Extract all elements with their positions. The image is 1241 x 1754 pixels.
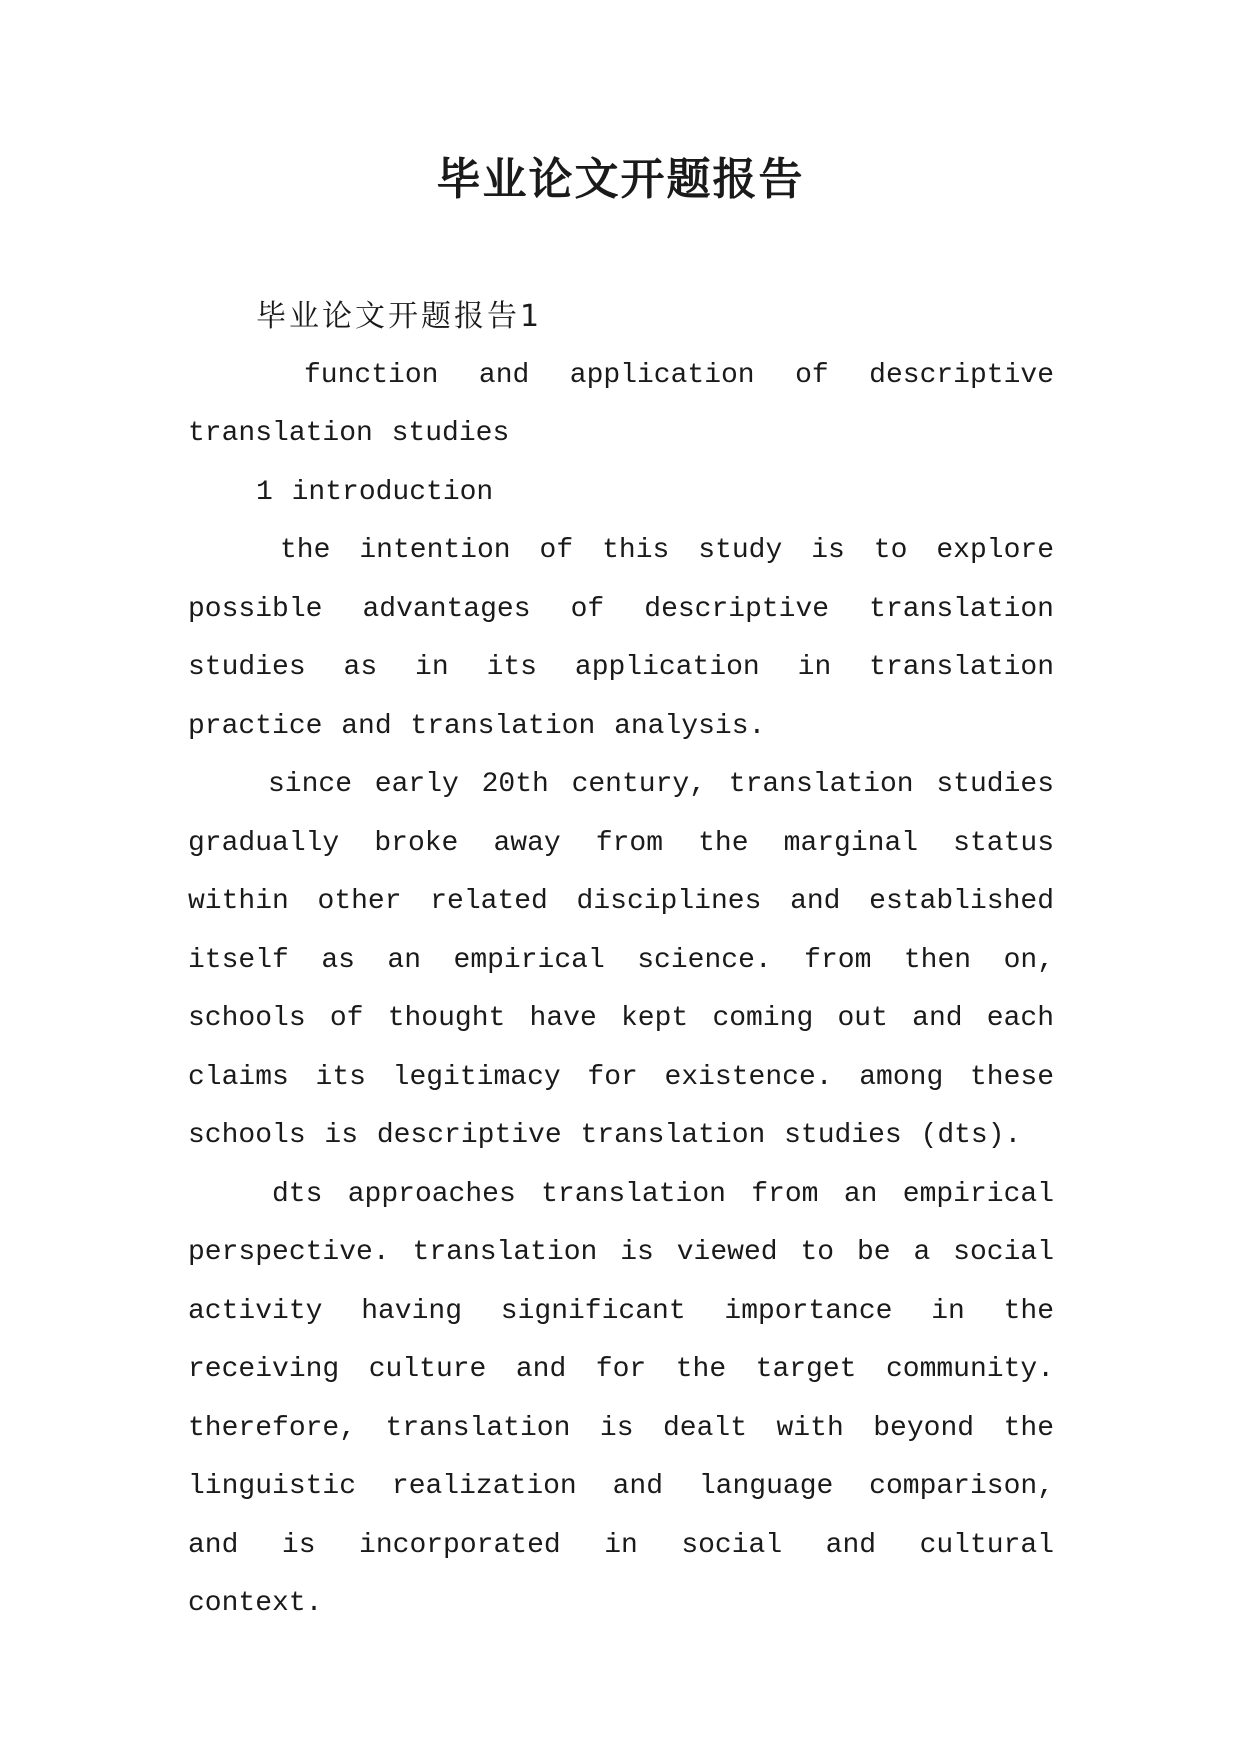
paragraph-dts-approach: dts approaches translation from an empirical perspective. translation is viewed to be a social activity having significant importance in the receiving culture and for the target community. therefore, translation is dealt with beyond the linguistic realization and language comparison, and is incorporated in social and cultural context. (188, 1178, 1054, 1619)
paragraph-history: since early 20th century, translation studies gradually broke away from the marginal status within other related disciplines and established itself as an empirical science. from then on, schools of thought have kept coming out and each claims its legitimacy for existence. among these schools is descriptive translation studies (dts). (188, 769, 1054, 1151)
paper-subtitle: function and application of descriptive translation studies (188, 359, 1054, 449)
page-title: 毕业论文开题报告 (436, 154, 805, 205)
paragraph-intention: the intention of this study is to explore possible advantages of descriptive translation studies as in its application in translation practice and translation analysis. (188, 535, 1054, 742)
introduction-heading: 1 introduction (256, 476, 494, 508)
document-body (188, 288, 1054, 1634)
section-heading: 毕业论文开题报告1 (256, 299, 543, 334)
